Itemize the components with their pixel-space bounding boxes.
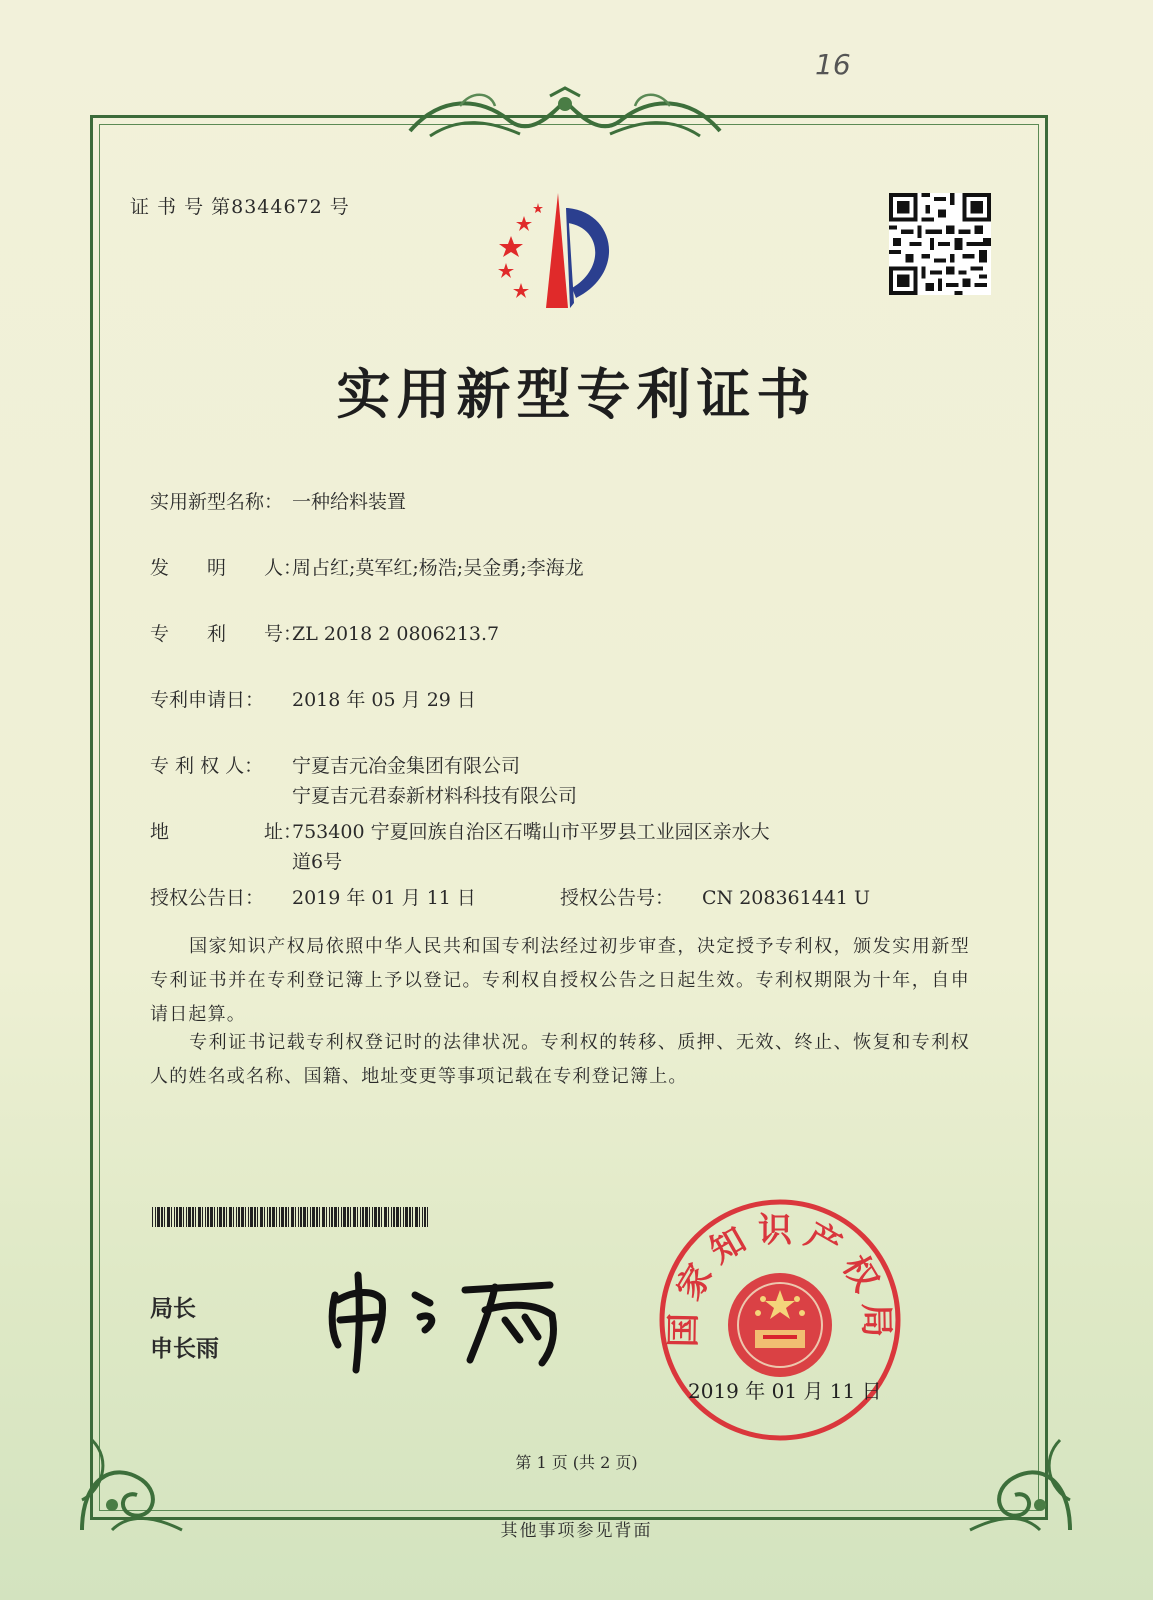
handwritten-number: 16: [815, 48, 851, 81]
field-filing-date: [150, 685, 476, 715]
address-line-2: 道6号: [292, 851, 343, 873]
field-label: 专利申请日：: [150, 689, 265, 711]
seal-text: 国家知识产权局: [663, 1210, 897, 1348]
field-label: 授权公告日：: [150, 887, 265, 909]
director-name: 申长雨: [150, 1336, 219, 1362]
barcode-icon: [152, 1207, 428, 1227]
field-grant-date: [150, 883, 476, 913]
qr-code-icon: [889, 193, 991, 295]
patentee-line-1: 宁夏吉元冶金集团有限公司: [292, 755, 521, 777]
field-label: 专 利 号：: [150, 623, 303, 645]
field-label: 专 利 权 人：: [150, 755, 264, 777]
field-value: 2019 年 01 月 11 日: [292, 887, 476, 909]
certificate-number: 证 书 号 第8344672 号: [130, 196, 350, 218]
field-label: 地 址：: [150, 821, 303, 843]
field-value: 2018 年 05 月 29 日: [292, 689, 476, 711]
field-value: ZL 2018 2 0806213.7: [292, 623, 500, 645]
patentee-line-2: 宁夏吉元君泰新材料科技有限公司: [292, 785, 578, 807]
field-patent-number: [150, 619, 499, 649]
field-label: 实用新型名称：: [150, 491, 284, 513]
field-label: 授权公告号：: [560, 887, 675, 909]
field-grant-number: [560, 883, 870, 913]
official-seal-icon: [655, 1195, 905, 1445]
certificate-title: 实用新型专利证书: [336, 363, 817, 426]
field-utility-model-name: [150, 487, 406, 517]
footer-note: 其他事项参见背面: [500, 1521, 653, 1541]
page-number: 第 1 页 (共 2 页): [515, 1453, 638, 1472]
field-address: [150, 817, 770, 877]
field-label: 发 明 人：: [150, 557, 303, 579]
seal-date: 2019 年 01 月 11 日: [688, 1379, 882, 1403]
address-line-1: 753400 宁夏回族自治区石嘴山市平罗县工业园区亲水大: [292, 821, 770, 843]
top-ornament-icon: [400, 86, 730, 146]
field-value: CN 208361441 U: [702, 887, 871, 909]
grant-statement-paragraph: 国家知识产权局依照中华人民共和国专利法经过初步审查，决定授予专利权，颁发实用新型专利证书并在专利登记簿上予以登记。专利权自授权公告之日起生效。专利权期限为十年，自申请日起算。: [150, 936, 970, 1025]
cnipa-logo-icon: [476, 188, 656, 318]
field-inventor: [150, 553, 584, 583]
director-title: 局长: [150, 1296, 196, 1322]
legal-status-paragraph: 专利证书记载专利权登记时的法律状况。专利权的转移、质押、无效、终止、恢复和专利权人的姓名或名称、国籍、地址变更等事项记载在专利登记簿上。: [150, 1032, 970, 1087]
signature-icon: [320, 1265, 570, 1375]
field-value: 一种给料装置: [292, 491, 407, 513]
field-value: 周占红;莫军红;杨浩;吴金勇;李海龙: [292, 557, 584, 579]
field-patentee: [150, 751, 577, 811]
